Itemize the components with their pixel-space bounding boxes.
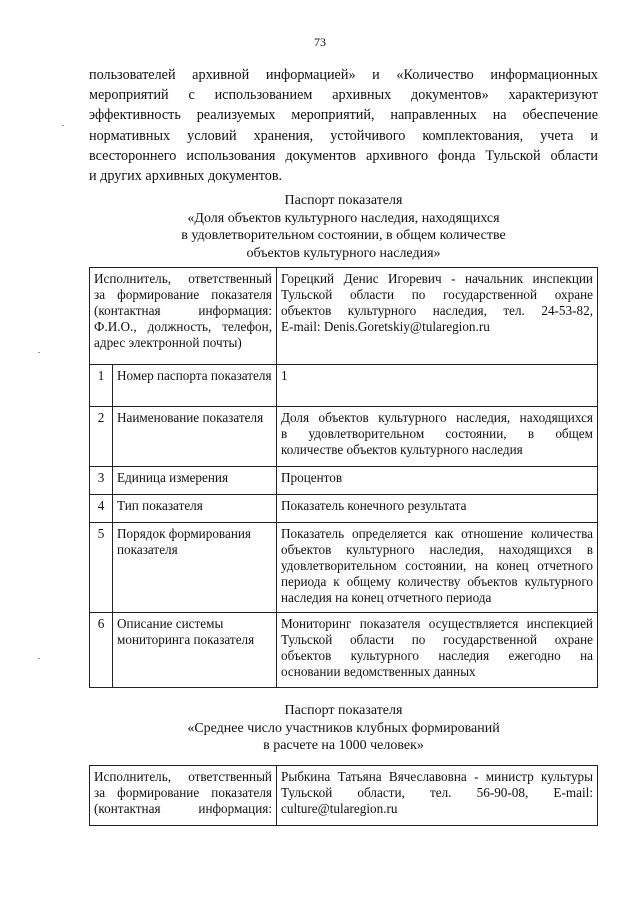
text-line: (контактная информация: <box>94 303 272 318</box>
row-number: 5 <box>90 523 113 613</box>
scan-mark <box>38 658 40 659</box>
executor-label <box>90 268 277 365</box>
text-line: всестороннего использования документов архивного фонда Тульской области <box>89 147 598 164</box>
text-line: Ф.И.О., должность, телефон, <box>94 319 272 334</box>
text-line: Доля объектов культурного наследия, находящихся <box>281 410 593 425</box>
title-line: «Среднее число участников клубных формирований <box>187 720 500 736</box>
table-row <box>90 613 598 688</box>
text-line: Показатель определяется как отношение количества <box>281 526 593 541</box>
text-line: Тульской области по государственной охране <box>281 287 593 302</box>
row-label: Номер паспорта показателя <box>113 365 277 407</box>
text-line: объектов культурного наследия, тел. 24-53-82, <box>281 303 593 318</box>
row-value <box>277 407 598 467</box>
text-line: нормативных условий хранения, устойчивого комплектования, учета и <box>89 127 598 144</box>
scan-mark <box>38 352 40 353</box>
text-line: адрес электронной почты) <box>94 335 242 350</box>
text-line: объектов культурного наследия ежегодно на <box>281 648 593 663</box>
passport-1-table <box>89 267 598 688</box>
row-label: Порядок формирования показателя <box>113 523 277 613</box>
row-value: 1 <box>277 365 598 407</box>
passport-1-title <box>89 192 598 262</box>
executor-value <box>277 268 598 365</box>
text-line: удовлетворительном состоянии, на конец отчетного <box>281 558 593 573</box>
text-line: объектов культурного наследия, находящихся в <box>281 542 593 557</box>
row-number: 1 <box>90 365 113 407</box>
row-value <box>277 523 598 613</box>
text-line: Горецкий Денис Игоревич - начальник инспекции <box>281 271 593 286</box>
row-number: 3 <box>90 467 113 495</box>
text-line: Тульской области по государственной охране <box>281 632 593 647</box>
passport-2-title <box>89 702 598 755</box>
text-line: мероприятий с использованием архивных документов» характеризуют <box>89 87 598 104</box>
text-line: (контактная информация: <box>94 801 272 816</box>
row-value: Показатель конечного результата <box>277 495 598 523</box>
row-label: Наименование показателя <box>113 407 277 467</box>
row-number: 6 <box>90 613 113 688</box>
row-number: 2 <box>90 407 113 467</box>
table-row <box>90 523 598 613</box>
title-line: объектов культурного наследия» <box>246 245 441 261</box>
row-label: Тип показателя <box>113 495 277 523</box>
title-line: в расчете на 1000 человек» <box>263 738 424 753</box>
executor-row <box>90 268 598 365</box>
passport-2-table <box>89 765 598 826</box>
text-line: за формирование показателя <box>94 287 272 302</box>
text-line: основании ведомственных данных <box>281 664 476 679</box>
text-line: количестве объектов культурного наследия <box>281 442 523 457</box>
text-line: за формирование показателя <box>94 785 272 800</box>
row-label: Описание системы мониторинга показателя <box>113 613 277 688</box>
table-row <box>90 495 598 523</box>
intro-paragraph <box>89 65 598 186</box>
title-line: Паспорт показателя <box>284 193 403 208</box>
text-line: в удовлетворительном состоянии, в общем <box>281 426 593 441</box>
title-line: в удовлетворительном состоянии, в общем количестве <box>181 228 506 243</box>
text-line: culture@tularegion.ru <box>281 801 398 816</box>
text-line: Мониторинг показателя осуществляется инспекцией <box>281 616 593 631</box>
row-value <box>277 613 598 688</box>
executor-label <box>90 766 277 826</box>
title-line: Паспорт показателя <box>284 703 403 718</box>
page-number: 73 <box>314 35 326 49</box>
scan-mark <box>62 125 64 126</box>
executor-row <box>90 766 598 826</box>
text-line: E-mail: Denis.Goretskiy@tularegion.ru <box>281 319 490 334</box>
row-value: Процентов <box>277 467 598 495</box>
row-number: 4 <box>90 495 113 523</box>
text-line: периода к общему количеству объектов культурного <box>281 574 593 589</box>
text-line: Исполнитель, ответственный <box>94 271 272 286</box>
table-row <box>90 365 598 407</box>
text-line: пользователей архивной информацией» и «Количество информационных <box>89 67 598 83</box>
table-row <box>90 467 598 495</box>
text-line: наследия на конец отчетного периода <box>281 590 492 605</box>
title-line: «Доля объектов культурного наследия, находящихся <box>187 210 500 226</box>
text-line: и других архивных документов. <box>89 168 283 185</box>
text-line: Рыбкина Татьяна Вячеславовна - министр культуры <box>281 769 593 784</box>
text-line: Исполнитель, ответственный <box>94 769 272 784</box>
executor-value <box>277 766 598 826</box>
text-line: эффективность реализуемых мероприятий, направленных на обеспечение <box>89 107 598 124</box>
text-line: Тульской области, тел. 56-90-08, E-mail: <box>281 785 593 800</box>
table-row <box>90 407 598 467</box>
row-label: Единица измерения <box>113 467 277 495</box>
